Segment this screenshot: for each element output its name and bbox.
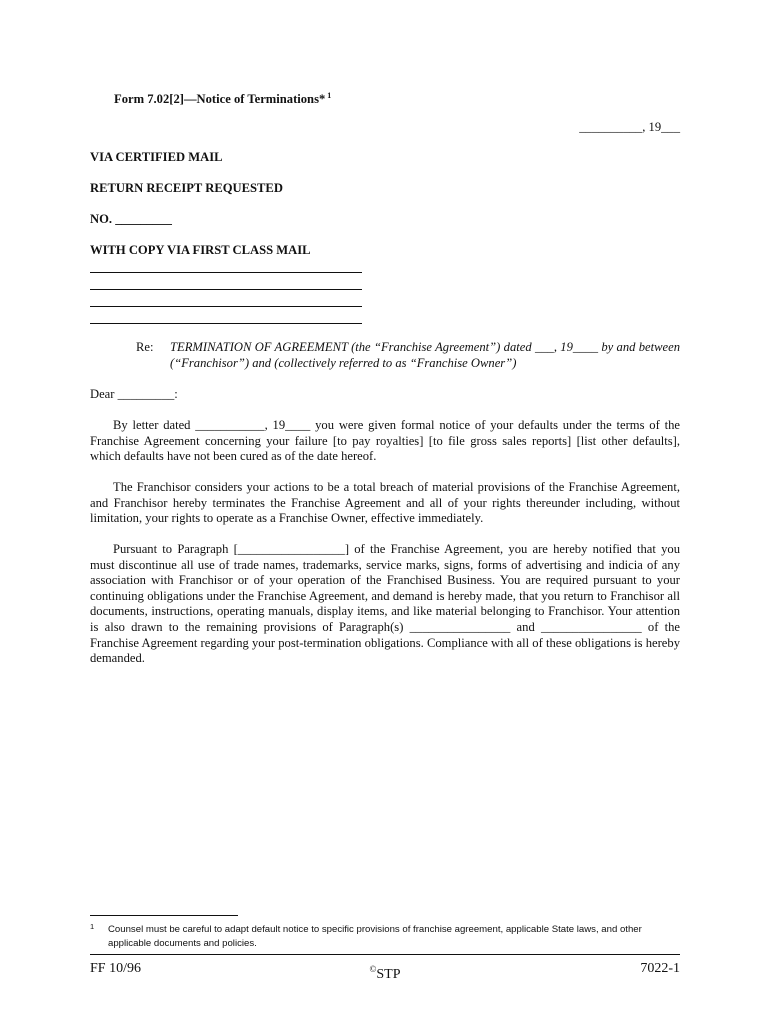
delivery-copy: WITH COPY VIA FIRST CLASS MAIL [90, 243, 311, 257]
paragraph-obligations: Pursuant to Paragraph [_________________] of the Franchise Agreement, you are hereby notified that you must discontinue all use of trade names, trademarks, service marks, signs, forms of advertising and indicia of any association with Franchisor or of your operation of the Franchised Business. You are required pursuant to your continuing obligations under the Franchise Agreement, and demand is hereby made, that you return to Franchisor all documents, instructions, operating manuals, display items, and like material belonging to Franchisor. Your attention is also drawn to the remaining provisions of Paragraph(s) ________________ and ________________ of the Franchise Agreement regarding your post-termination obligations. Compliance with all of these obligations is hereby demanded. [90, 542, 680, 666]
paragraph-termination: The Franchisor considers your actions to be a total breach of material provisions of the Franchise Agreement, and Franchisor hereby terminates the Franchise Agreement and all of your rights thereunder including, without limitation, your rights to operate as a Franchise Owner, effective immediately. [90, 480, 680, 526]
footnote-ref: 1 [327, 91, 332, 100]
address-line [90, 323, 362, 324]
footer-form-code: FF 10/96 [90, 961, 141, 976]
re-text: TERMINATION OF AGREEMENT (the “Franchise Agreement”) dated ___, 19____ by and between (“Franchisor”) and (collectively referred to as “Franchise Owner”) [170, 340, 680, 370]
paragraph-defaults: By letter dated ___________, 19____ you were given formal notice of your defaults under the terms of the Franchise Agreement concerning your failure [to pay royalties] [to file gross sales reports] [list other defaults], which defaults have not been cured as of the date hereof. [90, 418, 680, 464]
date-line: __________, 19___ [579, 120, 680, 134]
footer-page-number: 7022-1 [640, 961, 680, 976]
form-title-text: Form 7.02[2]—Notice of Terminations* [114, 92, 326, 106]
salutation: Dear _________: [90, 387, 178, 401]
delivery-return-receipt: RETURN RECEIPT REQUESTED [90, 181, 283, 195]
re-label: Re: [136, 340, 154, 354]
delivery-number: NO. _________ [90, 212, 172, 226]
delivery-certified: VIA CERTIFIED MAIL [90, 150, 223, 164]
copyright-symbol: © [369, 964, 377, 974]
footer-rule [90, 954, 680, 955]
footer-publisher-name: STP [376, 967, 401, 982]
form-title [114, 88, 331, 108]
address-line [90, 306, 362, 307]
footnote-number: 1 [90, 922, 95, 931]
footnote-rule [90, 915, 238, 916]
address-line [90, 289, 362, 290]
footnote-text: Counsel must be careful to adapt default notice to specific provisions of franchise agreement, applicable State laws, and other applicable documents and policies. [108, 924, 642, 949]
address-line [90, 272, 362, 273]
